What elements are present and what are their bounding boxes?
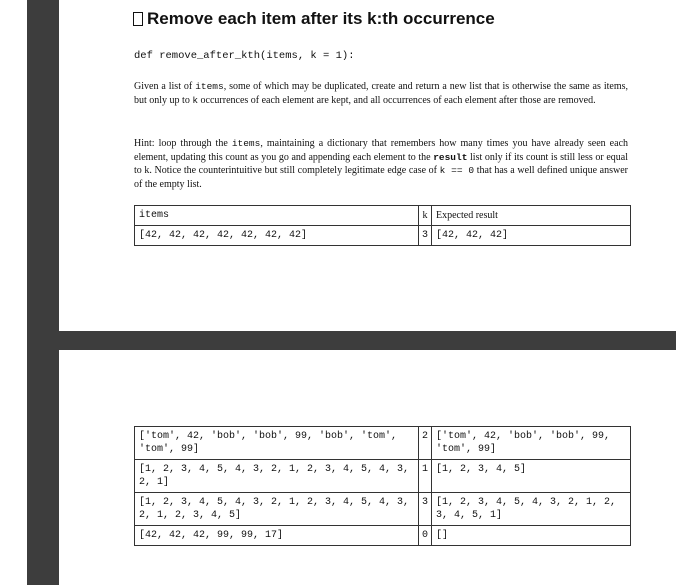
para2-code-k-zero: k == 0	[439, 165, 475, 176]
para2-code-items: items	[231, 138, 261, 149]
cell-items: [1, 2, 3, 4, 5, 4, 3, 2, 1, 2, 3, 4, 5, 4, 3, 2, 1, 2, 3, 4, 5]	[135, 493, 419, 526]
table-row	[135, 226, 631, 246]
page-title	[133, 9, 495, 29]
examples-table-continued	[134, 426, 631, 546]
cell-items: [42, 42, 42, 99, 99, 17]	[135, 526, 419, 546]
para1-text-3: occurrences of each element are kept, and all occurrences of each element after those are removed.	[198, 94, 596, 106]
cell-items: [42, 42, 42, 42, 42, 42, 42]	[135, 226, 419, 246]
page-separator	[59, 331, 676, 350]
cell-items: ['tom', 42, 'bob', 'bob', 99, 'bob', 'tom', 'tom', 99]	[135, 427, 419, 460]
cell-k: 3	[419, 493, 432, 526]
table-header-row	[135, 206, 631, 226]
para2-text-3: list only if its count is still less or equal to k. Notice the counterintuitive but still completely legitimate edge case of	[134, 151, 628, 176]
para2-code-result: result	[433, 151, 468, 163]
hint-paragraph	[134, 137, 628, 191]
table-row	[135, 493, 631, 526]
title-text: Remove each item after its k:th occurrence	[147, 9, 495, 28]
para1-code-k: k	[192, 94, 199, 106]
left-margin-bar	[27, 0, 59, 585]
table-row	[135, 427, 631, 460]
cell-k: 3	[419, 226, 432, 246]
header-expected: Expected result	[432, 206, 631, 226]
examples-table-header	[134, 205, 631, 246]
checkbox-icon	[133, 12, 143, 26]
para2-text-1: Hint: loop through the	[134, 138, 232, 149]
header-k: k	[419, 206, 432, 226]
para1-text-2: , some of which may be duplicated, create and return a new list that is otherwise the same as items, but only up to	[134, 81, 628, 106]
cell-expected: ['tom', 42, 'bob', 'bob', 99, 'tom', 99]	[432, 427, 631, 460]
para2-text-2: , maintaining a dictionary that remembers how many times you have already seen each element, updating this count as you go and appending each element to the	[134, 138, 629, 163]
cell-expected: []	[432, 526, 631, 546]
function-signature: def remove_after_kth(items, k = 1):	[134, 50, 355, 62]
table-row	[135, 526, 631, 546]
para2-text-4: that has a well defined unique answer of the empty list.	[134, 165, 628, 190]
para1-code-items: items	[195, 81, 224, 92]
description-paragraph	[134, 80, 628, 107]
cell-k: 0	[419, 526, 432, 546]
table-row	[135, 460, 631, 493]
right-margin	[676, 0, 700, 585]
cell-k: 2	[419, 427, 432, 460]
cell-expected: [1, 2, 3, 4, 5, 4, 3, 2, 1, 2, 3, 4, 5, 1]	[432, 493, 631, 526]
cell-expected: [1, 2, 3, 4, 5]	[432, 460, 631, 493]
cell-items: [1, 2, 3, 4, 5, 4, 3, 2, 1, 2, 3, 4, 5, 4, 3, 2, 1]	[135, 460, 419, 493]
header-items: items	[135, 206, 419, 226]
para1-text-1: Given a list of	[134, 81, 196, 92]
cell-k: 1	[419, 460, 432, 493]
cell-expected: [42, 42, 42]	[432, 226, 631, 246]
